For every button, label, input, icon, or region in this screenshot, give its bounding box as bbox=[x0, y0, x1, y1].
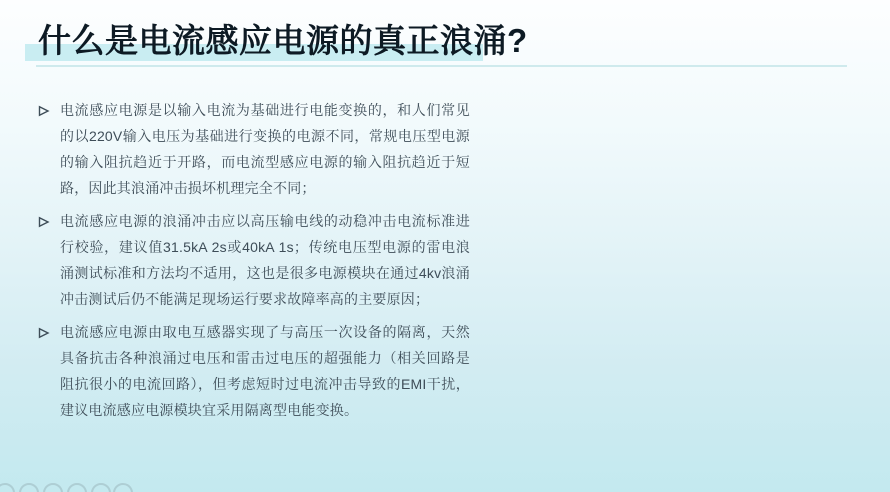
decor-circle-icon bbox=[19, 483, 39, 492]
list-item bbox=[38, 319, 470, 423]
list-item bbox=[38, 208, 470, 312]
decor-circle-icon bbox=[43, 483, 63, 492]
bullet-list bbox=[38, 97, 470, 430]
bullet-text: 电流感应电源是以输入电流为基础进行电能变换的，和人们常见的以220V输入电压为基础进行变换的电源不同，常规电压型电源的输入阻抗趋近于开路，而电流型感应电源的输入阻抗趋近于短路，因此其浪涌冲击损坏机理完全不同； bbox=[60, 102, 470, 196]
decor-circle-icon bbox=[0, 483, 15, 492]
bullet-arrow-icon bbox=[38, 208, 60, 233]
decor-circle-icon bbox=[91, 483, 111, 492]
decor-circle-icon bbox=[67, 483, 87, 492]
bullet-arrow-icon bbox=[38, 319, 60, 344]
list-item bbox=[38, 97, 470, 201]
bullet-text: 电流感应电源由取电互感器实现了与高压一次设备的隔离，天然具备抗击各种浪涌过电压和雷击过电压的超强能力（相关回路是阻抗很小的电流回路），但考虑短时过电流冲击导致的EMI干扰，建议电流感应电源模块宜采用隔离型电能变换。 bbox=[60, 324, 470, 418]
bullet-text: 电流感应电源的浪涌冲击应以高压输电线的动稳冲击电流标准进行校验，建议值31.5kA 2s或40kA 1s；传统电压型电源的雷电浪涌测试标准和方法均不适用，这也是很多电源模块在通过4kv浪涌冲击测试后仍不能满足现场运行要求故障率高的主要原因； bbox=[60, 213, 470, 307]
title-underline bbox=[36, 65, 847, 67]
bullet-arrow-icon bbox=[38, 97, 60, 122]
page-title: 什么是电流感应电源的真正浪涌? bbox=[38, 22, 528, 59]
decorative-circles bbox=[0, 482, 140, 492]
decor-circle-icon bbox=[113, 483, 133, 492]
